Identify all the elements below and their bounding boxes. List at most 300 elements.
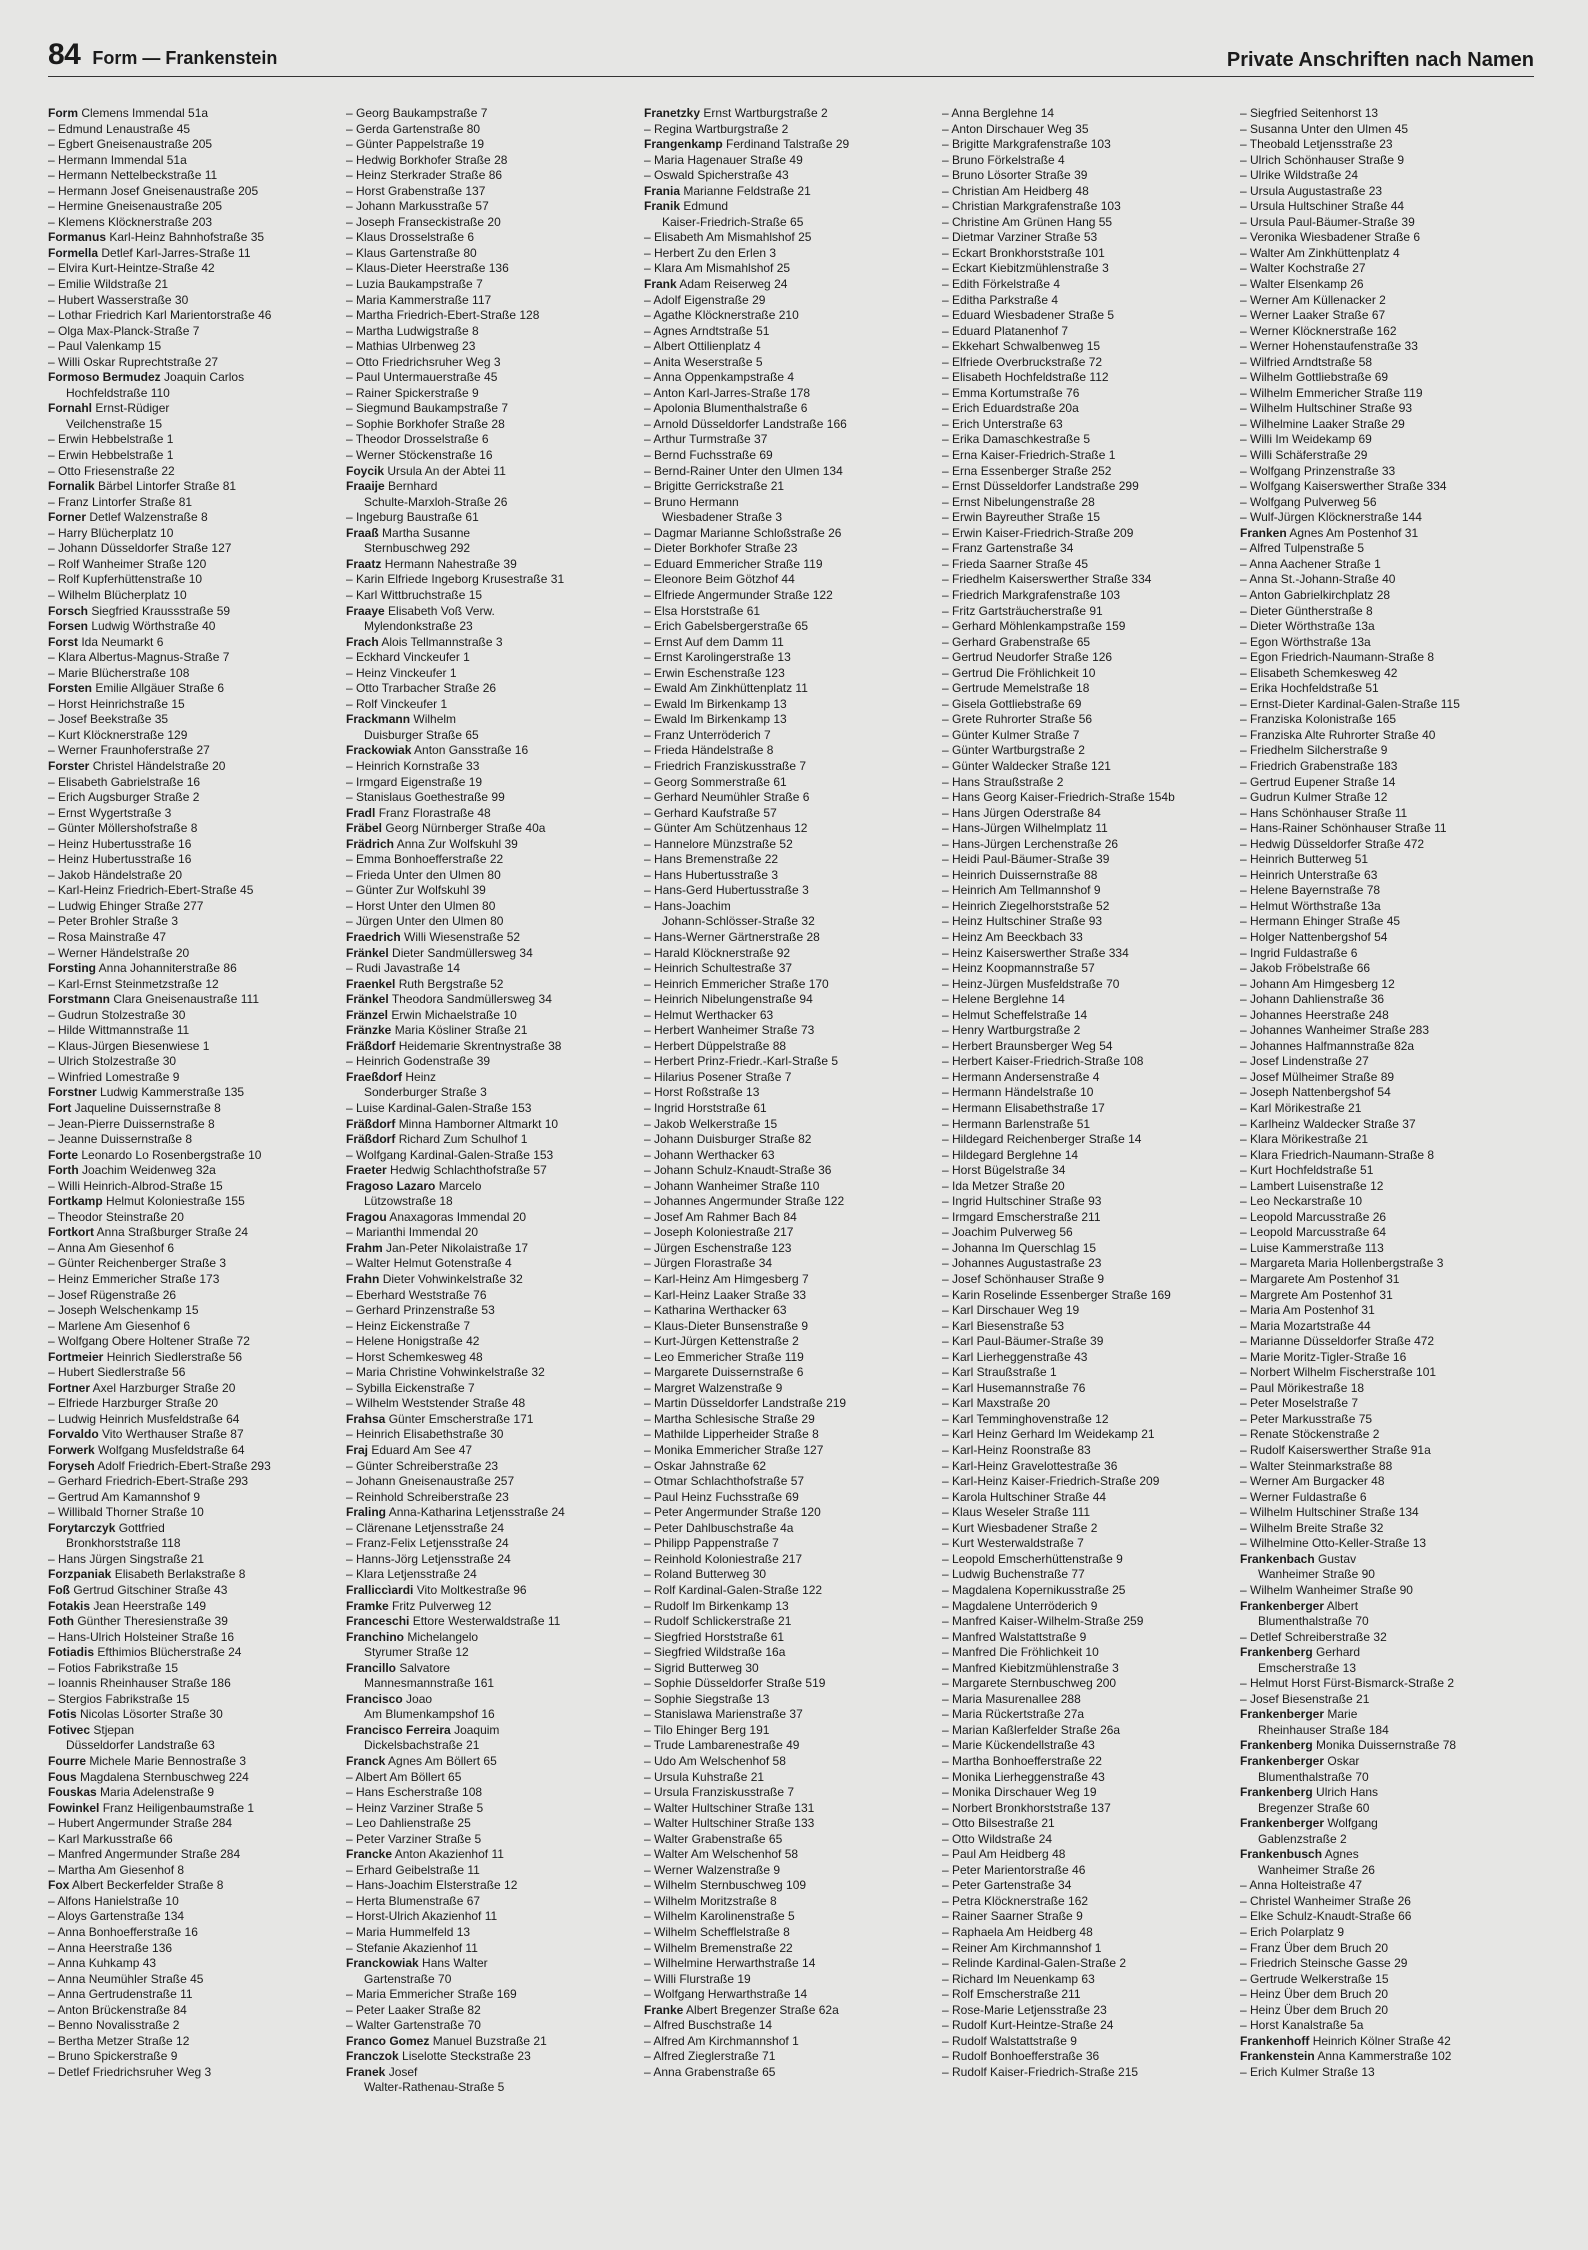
surname: Forwerk: [48, 1443, 95, 1458]
directory-entry: [644, 1941, 932, 1957]
directory-entry: [48, 215, 336, 231]
entry-text: Detlef Walzenstraße 8: [89, 510, 208, 525]
directory-entry: [346, 712, 634, 728]
entry-text: Franz Florastraße 48: [378, 805, 491, 820]
directory-entry: [644, 821, 932, 837]
directory-entry: [1240, 1117, 1528, 1133]
directory-entry: [48, 1847, 336, 1863]
directory-entry: [48, 1194, 336, 1210]
entry-text: – Fritz Gartsträucherstraße 91: [942, 603, 1103, 618]
surname: Forvaldo: [48, 1427, 99, 1442]
entry-text: – Helmut Wörthstraße 13a: [1240, 898, 1381, 913]
directory-entry: [48, 355, 336, 371]
entry-text: Emilie Allgäuer Straße 6: [95, 681, 225, 696]
directory-entry: [48, 1132, 336, 1148]
directory-entry: [48, 883, 336, 899]
directory-entry: [48, 1692, 336, 1708]
directory-entry: [942, 1054, 1230, 1070]
directory-entry: [644, 1754, 932, 1770]
directory-entry: [644, 153, 932, 169]
entry-text: – Elisabeth Gabrielstraße 16: [48, 774, 201, 789]
entry-text: – Horst-Ulrich Akazienhof 11: [346, 1909, 498, 1924]
entry-text: – Klaus-Dieter Bunsenstraße 9: [644, 1318, 809, 1333]
surname: Forner: [48, 510, 87, 525]
entry-text: – Manfred Angermunder Straße 284: [48, 1847, 241, 1862]
entry-text: – Werner Stöckenstraße 16: [346, 448, 493, 463]
entry-text: – Leo Emmericher Straße 119: [644, 1349, 804, 1364]
surname: Frahm: [346, 1240, 383, 1255]
entry-text: – Margareta Maria Hollenbergstraße 3: [1240, 1256, 1444, 1271]
entry-text: Elisabeth Voß Verw.: [388, 603, 495, 618]
directory-entry: [1240, 1785, 1528, 1801]
entry-text: – Leopold Emscherhüttenstraße 9: [942, 1551, 1123, 1566]
surname: Fotiadis: [48, 1645, 95, 1660]
directory-entry: [346, 122, 634, 138]
surname: Fraj: [346, 1443, 369, 1458]
entry-text: – Bruno Förkelstraße 4: [942, 152, 1065, 167]
surname: Francke: [346, 1847, 393, 1862]
surname: Fraatz: [346, 556, 382, 571]
directory-entry: [1240, 1723, 1528, 1739]
directory-entry: [644, 1536, 932, 1552]
directory-entry: [644, 122, 932, 138]
directory-entry: [644, 1319, 932, 1335]
entry-text: Monika Duissernstraße 78: [1316, 1738, 1457, 1753]
directory-entry: [942, 1505, 1230, 1521]
surname: Fradl: [346, 805, 376, 820]
directory-entry: [48, 557, 336, 573]
directory-entry: [644, 1692, 932, 1708]
directory-entry: [346, 1661, 634, 1677]
directory-entry: [1240, 277, 1528, 293]
directory-entry: [644, 106, 932, 122]
entry-text: – Alfred Am Kirchmannshof 1: [644, 2033, 799, 2048]
entry-text: – Günter Wartburgstraße 2: [942, 743, 1085, 758]
surname: Frankenberg: [1240, 1785, 1313, 1800]
directory-entry: [942, 1956, 1230, 1972]
entry-text: – Erna Essenberger Straße 252: [942, 463, 1112, 478]
surname: Franco Gomez: [346, 2033, 430, 2048]
directory-entry: [942, 432, 1230, 448]
entry-text: – Monika Emmericher Straße 127: [644, 1443, 824, 1458]
entry-text: Sonderburger Straße 3: [364, 1085, 487, 1100]
directory-entry: [1240, 821, 1528, 837]
directory-column-3: [644, 106, 932, 2226]
entry-text: – Otto Friesenstraße 22: [48, 463, 175, 478]
directory-entry: [346, 1878, 634, 1894]
entry-text: – Ludwig Ehinger Straße 277: [48, 898, 204, 913]
directory-entry: [346, 308, 634, 324]
directory-entry: [942, 230, 1230, 246]
entry-text: – Philipp Pappenstraße 7: [644, 1536, 779, 1551]
directory-entry: [942, 1008, 1230, 1024]
directory-entry: [48, 1241, 336, 1257]
entry-text: – Karl-Heinz Roonstraße 83: [942, 1443, 1091, 1458]
entry-text: – Paul Valenkamp 15: [48, 339, 162, 354]
directory-entry: [346, 666, 634, 682]
entry-text: – Egbert Gneisenaustraße 205: [48, 137, 213, 152]
entry-text: – Dagmar Marianne Schloßstraße 26: [644, 525, 842, 540]
surname: Fraeßdorf: [346, 1069, 403, 1084]
directory-entry: [346, 868, 634, 884]
entry-text: – Manfred Kaiser-Wilhelm-Straße 259: [942, 1614, 1144, 1629]
directory-entry: [48, 479, 336, 495]
entry-text: – Ernst Wygertstraße 3: [48, 805, 172, 820]
surname: Frank: [644, 277, 677, 292]
entry-text: Ruth Bergstraße 52: [398, 976, 504, 991]
directory-entry: [1240, 1614, 1528, 1630]
entry-text: – Hilarius Posener Straße 7: [644, 1069, 792, 1084]
entry-text: – Otmar Schlachthofstraße 57: [644, 1474, 805, 1489]
directory-entry: [644, 557, 932, 573]
directory-entry: [1240, 339, 1528, 355]
header-left: [48, 38, 277, 76]
directory-entry: [942, 1381, 1230, 1397]
entry-text: – Jürgen Unter den Ulmen 80: [346, 914, 504, 929]
directory-entry: [644, 852, 932, 868]
entry-text: – Erhard Geibelstraße 11: [346, 1862, 480, 1877]
directory-entry: [644, 1070, 932, 1086]
directory-entry: [942, 775, 1230, 791]
surname: Frankenstein: [1240, 2049, 1315, 2064]
directory-entry: [346, 1241, 634, 1257]
directory-entry: [942, 1816, 1230, 1832]
entry-text: – Ioannis Rheinhauser Straße 186: [48, 1676, 231, 1691]
directory-entry: [942, 1288, 1230, 1304]
surname: Fräßdorf: [346, 1038, 396, 1053]
directory-entry: [1240, 510, 1528, 526]
entry-text: – Leopold Marcusstraße 64: [1240, 1225, 1387, 1240]
directory-entry: [1240, 1381, 1528, 1397]
entry-text: – Ernst Nibelungenstraße 28: [942, 494, 1095, 509]
directory-entry: [1240, 1863, 1528, 1879]
directory-entry: [346, 1427, 634, 1443]
directory-entry: [48, 681, 336, 697]
entry-text: – Sophie Düsseldorfer Straße 519: [644, 1676, 826, 1691]
directory-entry: [1240, 1599, 1528, 1615]
entry-text: Adam Reiserweg 24: [679, 277, 788, 292]
directory-entry: [346, 728, 634, 744]
directory-entry: [1240, 355, 1528, 371]
directory-entry: [346, 697, 634, 713]
surname: Forsch: [48, 603, 89, 618]
surname: Fraedrich: [346, 929, 401, 944]
entry-text: – Herbert Prinz-Friedr.-Karl-Straße 5: [644, 1054, 839, 1069]
directory-entry: [48, 1272, 336, 1288]
directory-entry: [942, 1256, 1230, 1272]
entry-text: – Rudolf Bonhoefferstraße 36: [942, 2049, 1100, 2064]
entry-text: – Martha Ludwigstraße 8: [346, 323, 479, 338]
directory-entry: [942, 122, 1230, 138]
directory-entry: [346, 1630, 634, 1646]
directory-entry: [48, 1334, 336, 1350]
directory-entry: [1240, 1459, 1528, 1475]
directory-entry: [644, 914, 932, 930]
entry-text: – Susanna Unter den Ulmen 45: [1240, 121, 1409, 136]
entry-text: – Erich Polarplatz 9: [1240, 1924, 1345, 1939]
directory-entry: [1240, 572, 1528, 588]
entry-text: Ludwig Wörthstraße 40: [91, 619, 216, 634]
entry-text: – Karl Heinz Gerhard Im Weidekamp 21: [942, 1427, 1155, 1442]
surname: Fotakis: [48, 1598, 91, 1613]
entry-text: – Wilhelmine Herwarthstraße 14: [644, 1956, 816, 1971]
directory-entry: [942, 1023, 1230, 1039]
directory-entry: [1240, 1941, 1528, 1957]
entry-text: – Wilhelm Gottliebstraße 69: [1240, 370, 1389, 385]
directory-entry: [48, 1427, 336, 1443]
surname: Fortmeier: [48, 1349, 104, 1364]
entry-text: – Karl Temminghovenstraße 12: [942, 1411, 1109, 1426]
entry-text: – Horst Kanalstraße 5a: [1240, 2018, 1364, 2033]
directory-entry: [48, 1117, 336, 1133]
entry-text: – Horst Schemkesweg 48: [346, 1349, 483, 1364]
entry-text: – Edmund Lenaustraße 45: [48, 121, 191, 136]
directory-entry: [1240, 1163, 1528, 1179]
entry-text: – Magdalena Kopernikusstraße 25: [942, 1582, 1126, 1597]
directory-entry: [1240, 1365, 1528, 1381]
entry-text: – Ingrid Hultschiner Straße 93: [942, 1194, 1102, 1209]
directory-entry: [942, 184, 1230, 200]
directory-entry: [1240, 977, 1528, 993]
directory-entry: [644, 355, 932, 371]
directory-entry: [1240, 1770, 1528, 1786]
entry-text: – Rudi Javastraße 14: [346, 961, 461, 976]
entry-text: – Peter Varziner Straße 5: [346, 1831, 482, 1846]
directory-entry: [346, 448, 634, 464]
entry-text: – Alfred Tulpenstraße 5: [1240, 541, 1365, 556]
surname: Franczok: [346, 2049, 399, 2064]
directory-entry: [48, 806, 336, 822]
directory-entry: [346, 246, 634, 262]
directory-entry: [644, 1288, 932, 1304]
directory-entry: [346, 1459, 634, 1475]
entry-text: – Josef Am Rahmer Bach 84: [644, 1209, 797, 1224]
directory-entry: [346, 1894, 634, 1910]
entry-text: – Maria Mozartstraße 44: [1240, 1318, 1371, 1333]
entry-text: Nicolas Lösorter Straße 30: [80, 1707, 223, 1722]
directory-entry: [942, 1832, 1230, 1848]
directory-entry: [346, 1583, 634, 1599]
entry-text: – Raphaela Am Heidberg 48: [942, 1924, 1093, 1939]
directory-entry: [644, 1427, 932, 1443]
surname: Frädrich: [346, 836, 395, 851]
directory-entry: [346, 1225, 634, 1241]
entry-text: Wiesbadener Straße 3: [662, 510, 783, 525]
entry-text: – Hans-Gerd Hubertusstraße 3: [644, 883, 809, 898]
entry-text: – Renate Stöckenstraße 2: [1240, 1427, 1380, 1442]
directory-entry: [1240, 1225, 1528, 1241]
directory-entry: [346, 1832, 634, 1848]
entry-text: Albert: [1326, 1598, 1359, 1613]
directory-entry: [644, 635, 932, 651]
entry-text: – Rolf Vinckeufer 1: [346, 696, 448, 711]
surname: Frankenbusch: [1240, 1847, 1323, 1862]
directory-entry: [48, 635, 336, 651]
directory-entry: [346, 1334, 634, 1350]
directory-entry: [1240, 666, 1528, 682]
directory-entry: [942, 604, 1230, 620]
directory-entry: [942, 1925, 1230, 1941]
entry-text: – Maria Hummelfeld 13: [346, 1924, 471, 1939]
directory-entry: [346, 1350, 634, 1366]
directory-entry: [942, 1785, 1230, 1801]
directory-entry: [942, 946, 1230, 962]
entry-text: – Maria Christine Vohwinkelstraße 32: [346, 1365, 545, 1380]
directory-entry: [346, 1163, 634, 1179]
entry-text: – Friedrich Steinsche Gasse 29: [1240, 1956, 1408, 1971]
directory-entry: [1240, 557, 1528, 573]
entry-text: Günter Emscherstraße 171: [388, 1411, 534, 1426]
surname: Fraling: [346, 1505, 387, 1520]
directory-entry: [942, 370, 1230, 386]
entry-text: – Franz-Felix Letjensstraße 24: [346, 1536, 509, 1551]
entry-text: – Jean-Pierre Duissernstraße 8: [48, 1116, 215, 1131]
entry-text: – Werner Walzenstraße 9: [644, 1862, 781, 1877]
entry-text: – Gertrud Die Fröhlichkeit 10: [942, 665, 1096, 680]
entry-text: – Franz Unterröderich 7: [644, 727, 771, 742]
directory-entry: [1240, 370, 1528, 386]
entry-text: – Hans Hubertusstraße 3: [644, 867, 779, 882]
surname: Frankenberg: [1240, 1645, 1313, 1660]
entry-text: Wanheimer Straße 90: [1258, 1567, 1375, 1582]
directory-entry: [644, 1987, 932, 2003]
entry-text: – Sybilla Eickenstraße 7: [346, 1380, 475, 1395]
directory-entry: [644, 495, 932, 511]
entry-text: – Manfred Kiebitzmühlenstraße 3: [942, 1660, 1119, 1675]
entry-text: Liselotte Steckstraße 23: [402, 2049, 531, 2064]
directory-entry: [644, 1816, 932, 1832]
directory-entry: [346, 355, 634, 371]
directory-entry: [346, 1039, 634, 1055]
entry-text: – Edith Förkelstraße 4: [942, 277, 1061, 292]
entry-text: – Ulrike Wildstraße 24: [1240, 168, 1359, 183]
entry-text: – Herbert Braunsberger Weg 54: [942, 1038, 1113, 1053]
directory-entry: [346, 1054, 634, 1070]
entry-text: – Fotios Fabrikstraße 15: [48, 1660, 179, 1675]
entry-text: Siegfried Kraussstraße 59: [91, 603, 231, 618]
directory-entry: [346, 1645, 634, 1661]
entry-text: – Ursula Kuhstraße 21: [644, 1769, 765, 1784]
entry-text: – Norbert Wilhelm Fischerstraße 101: [1240, 1365, 1437, 1380]
entry-text: – Heinz Am Beeckbach 33: [942, 929, 1083, 944]
entry-text: – Peter Dahlbuschstraße 4a: [644, 1520, 794, 1535]
directory-entry: [1240, 1085, 1528, 1101]
directory-entry: [48, 666, 336, 682]
entry-text: – Karl Biesenstraße 53: [942, 1318, 1065, 1333]
directory-entry: [48, 510, 336, 526]
directory-entry: [48, 1552, 336, 1568]
entry-text: – Johannes Augustastraße 23: [942, 1256, 1102, 1271]
entry-text: – Karola Hultschiner Straße 44: [942, 1489, 1107, 1504]
directory-entry: [48, 992, 336, 1008]
directory-entry: [48, 1630, 336, 1646]
directory-entry: [346, 837, 634, 853]
directory-entry: [1240, 1536, 1528, 1552]
entry-text: – Gerhard Neumühler Straße 6: [644, 790, 810, 805]
entry-text: – Karl-Heinz Friedrich-Ebert-Straße 45: [48, 883, 254, 898]
entry-text: – Werner Fuldastraße 6: [1240, 1489, 1367, 1504]
directory-entry: [346, 1256, 634, 1272]
directory-entry: [644, 899, 932, 915]
directory-entry: [48, 541, 336, 557]
entry-text: – Bernd Fuchsstraße 69: [644, 448, 773, 463]
directory-entry: [48, 712, 336, 728]
entry-text: – Hermann Immendal 51a: [48, 152, 187, 167]
entry-text: Martha Susanne: [382, 525, 471, 540]
entry-text: Karl-Heinz Bahnhofstraße 35: [109, 230, 265, 245]
directory-entry: [48, 1738, 336, 1754]
entry-text: – Hedwig Borkhofer Straße 28: [346, 152, 508, 167]
entry-text: – Hedwig Düsseldorfer Straße 472: [1240, 836, 1425, 851]
directory-entry: [346, 1396, 634, 1412]
directory-entry: [942, 1645, 1230, 1661]
directory-entry: [1240, 712, 1528, 728]
directory-entry: [346, 790, 634, 806]
directory-entry: [942, 821, 1230, 837]
entry-text: – Emma Kortumstraße 76: [942, 385, 1080, 400]
entry-text: – Jakob Händelstraße 20: [48, 867, 183, 882]
entry-text: – Karl-Heinz Gravelottestraße 36: [942, 1458, 1118, 1473]
entry-text: – Heinrich Schultestraße 37: [644, 961, 793, 976]
entry-text: – Reiner Am Kirchmannshof 1: [942, 1940, 1102, 1955]
entry-text: – Kurt Westerwaldstraße 7: [942, 1536, 1084, 1551]
entry-text: – Willi Schäferstraße 29: [1240, 448, 1368, 463]
surname: Frania: [644, 183, 681, 198]
directory-entry: [1240, 759, 1528, 775]
directory-entry: [346, 324, 634, 340]
directory-entry: [346, 230, 634, 246]
directory-entry: [942, 168, 1230, 184]
directory-entry: [48, 106, 336, 122]
entry-text: – Detlef Schreiberstraße 32: [1240, 1629, 1387, 1644]
directory-entry: [942, 1630, 1230, 1646]
directory-entry: [942, 308, 1230, 324]
directory-entry: [942, 510, 1230, 526]
directory-entry: [346, 1941, 634, 1957]
entry-text: – Friedrich Franziskusstraße 7: [644, 758, 807, 773]
entry-text: – Anna Holteistraße 47: [1240, 1878, 1363, 1893]
entry-text: – Theodor Steinstraße 20: [48, 1209, 184, 1224]
entry-text: – Karl Dirschauer Weg 19: [942, 1303, 1080, 1318]
directory-entry: [1240, 1692, 1528, 1708]
directory-entry: [48, 261, 336, 277]
entry-text: – Heinz Hubertusstraße 16: [48, 852, 192, 867]
entry-text: – Gertrude Memelstraße 18: [942, 681, 1090, 696]
surname: Franik: [644, 199, 681, 214]
entry-text: Heidemarie Skrentnystraße 38: [398, 1038, 562, 1053]
entry-text: – Tilo Ehinger Berg 191: [644, 1722, 770, 1737]
entry-text: – Gudrun Kulmer Straße 12: [1240, 790, 1388, 805]
directory-entry: [942, 1039, 1230, 1055]
entry-text: – Anna Aachener Straße 1: [1240, 556, 1381, 571]
directory-entry: [644, 1707, 932, 1723]
entry-text: Detlef Karl-Jarres-Straße 11: [101, 245, 251, 260]
entry-text: – Anna Bonhoefferstraße 16: [48, 1924, 198, 1939]
directory-entry: [644, 1334, 932, 1350]
directory-entry: [48, 526, 336, 542]
entry-text: – Werner Am Küllenacker 2: [1240, 292, 1386, 307]
directory-entry: [1240, 261, 1528, 277]
entry-text: Helmut Koloniestraße 155: [106, 1194, 245, 1209]
directory-entry: [346, 852, 634, 868]
directory-entry: [1240, 1956, 1528, 1972]
surname: Frahsa: [346, 1411, 386, 1426]
directory-entry: [1240, 790, 1528, 806]
entry-text: – Günter Am Schützenhaus 12: [644, 821, 808, 836]
directory-entry: [942, 1490, 1230, 1506]
surname: Forte: [48, 1147, 78, 1162]
entry-text: – Hubert Angermunder Straße 284: [48, 1816, 233, 1831]
